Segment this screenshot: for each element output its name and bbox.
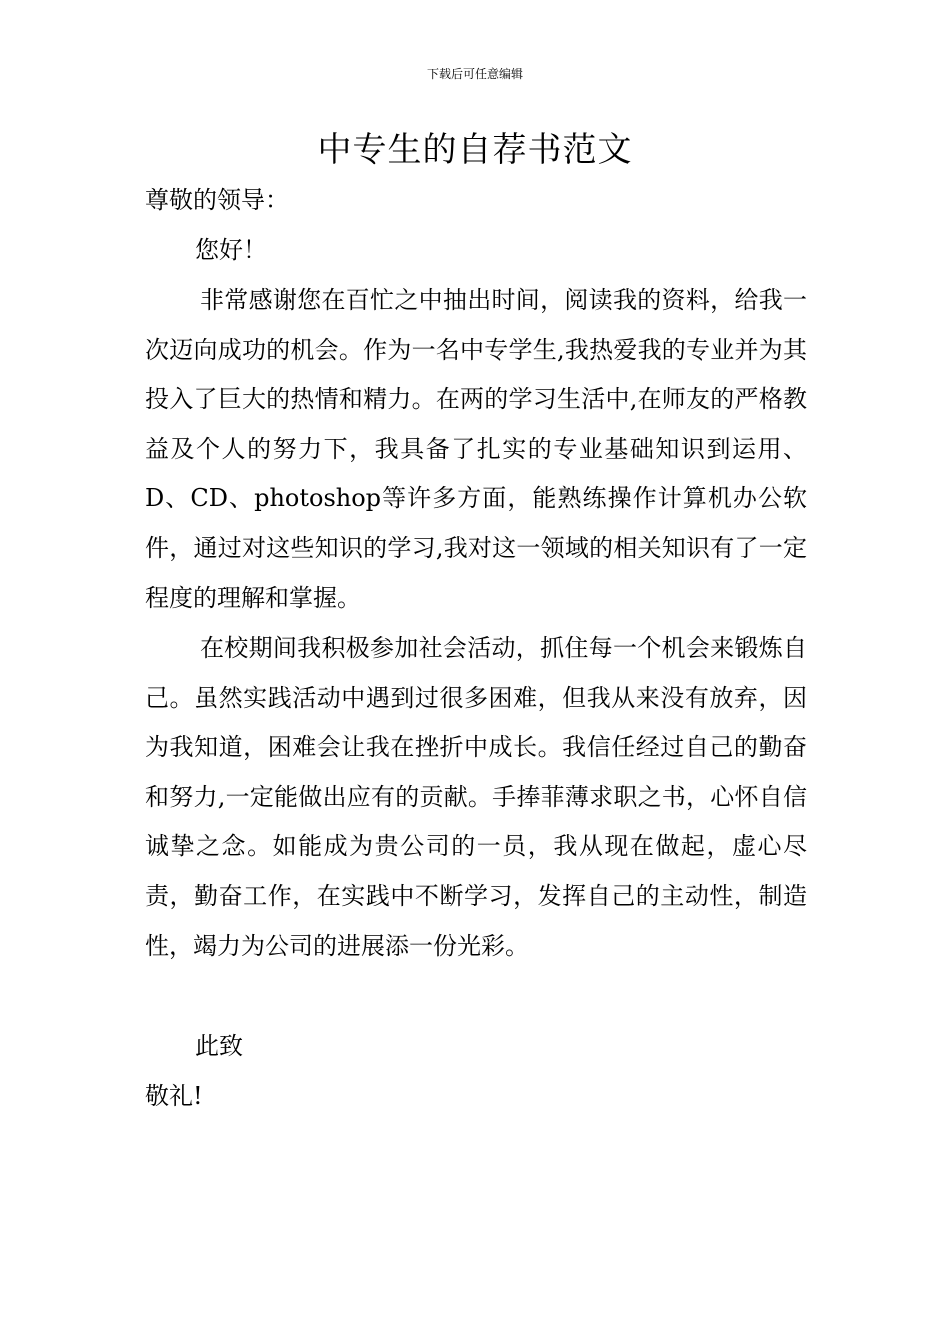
body-paragraph-1: 非常感谢您在百忙之中抽出时间，阅读我的资料，给我一次迈向成功的机会。作为一名中专学生,我热爱我的专业并为其投入了巨大的热情和精力。在两的学习生活中,在师友的严格教益及个人的努力下，我具备了扎实的专业基础知识到运用、D、CD、photoshop等许多方面，能熟练操作计算机办公软件，通过对这些知识的学习,我对这一领域的相关知识有了一定程度的理解和掌握。: [145, 286, 807, 612]
body-paragraph-2: 在校期间我积极参加社会活动，抓住每一个机会来锻炼自己。虽然实践活动中遇到过很多困难，但我从来没有放弃，因为我知道，困难会让我在挫折中成长。我信任经过自己的勤奋和努力,一定能做出应有的贡献。手捧菲薄求职之书，心怀自信诚挚之念。如能成为贵公司的一员，我从现在做起，虚心尽责，勤奋工作，在实践中不断学习，发挥自己的主动性，制造性，竭力为公司的进展添一份光彩。: [145, 634, 807, 960]
regards-phrase: 敬礼!: [145, 1082, 203, 1110]
salutation: 尊敬的领导：: [145, 186, 289, 214]
document-title: 中专生的自荐书范文: [317, 130, 633, 170]
greeting: 您好！: [195, 236, 267, 264]
header-note: 下载后可任意编辑: [426, 67, 523, 81]
closing-phrase: 此致: [195, 1032, 243, 1060]
